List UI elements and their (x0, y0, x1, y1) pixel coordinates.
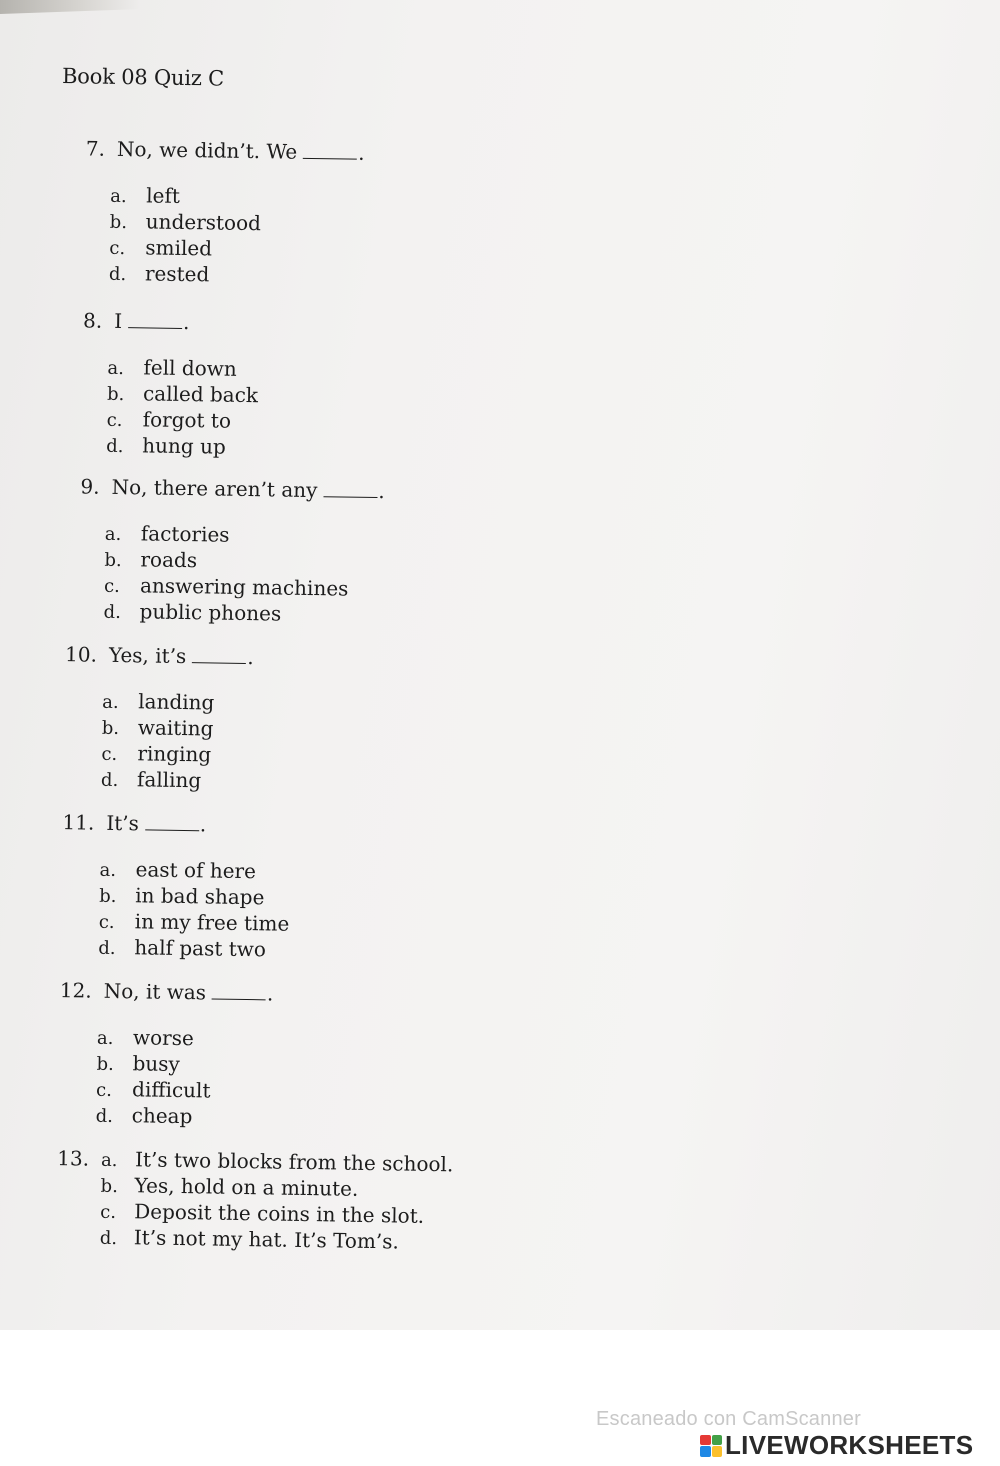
option-text: public phones (139, 599, 282, 626)
option-letter: c. (101, 743, 118, 765)
question-8 (58, 308, 259, 461)
option-text: Deposit the coins in the slot. (134, 1199, 425, 1228)
question-11 (50, 810, 291, 964)
option-letter: d. (99, 1227, 118, 1250)
brand-text: LIVEWORKSHEETS (725, 1430, 974, 1460)
option-letter: a. (100, 1149, 118, 1172)
option-text: worse (132, 1025, 194, 1051)
question-10 (53, 642, 254, 795)
option-text: called back (142, 381, 259, 408)
options-list (106, 355, 259, 461)
question-13 (46, 1146, 454, 1256)
question-number: 8. (82, 308, 103, 333)
answer-blank (212, 999, 266, 1001)
question-prompt: I (114, 308, 123, 334)
question-9 (55, 474, 385, 629)
question-number: 7. (85, 136, 106, 161)
question-7 (61, 136, 365, 291)
option-a (110, 183, 364, 213)
options-list (100, 1147, 454, 1257)
question-number: 9. (80, 474, 100, 499)
question-number: 10. (64, 642, 98, 667)
question-number: 13. (57, 1146, 90, 1171)
option-letter: b. (100, 1175, 119, 1198)
option-d (101, 767, 252, 795)
option-letter: a. (104, 523, 122, 546)
option-b (99, 883, 290, 912)
option-text: understood (145, 209, 262, 236)
option-d (106, 433, 257, 461)
option-d (103, 599, 383, 629)
option-text: in bad shape (135, 883, 265, 910)
option-c (96, 1077, 272, 1106)
option-text: waiting (137, 715, 214, 741)
option-text: answering machines (139, 573, 349, 601)
option-letter: d. (108, 263, 127, 286)
option-b (110, 209, 364, 239)
option-letter: d. (100, 769, 119, 792)
option-letter: b. (109, 211, 128, 234)
options-list (96, 1025, 273, 1132)
option-a (107, 355, 258, 383)
option-a (102, 689, 253, 717)
page-title: Book 08 Quiz C (61, 64, 225, 91)
option-text: ringing (137, 741, 212, 767)
option-letter: a. (107, 357, 125, 380)
option-d (96, 1103, 272, 1132)
option-a (99, 857, 290, 886)
option-letter: b. (101, 717, 120, 740)
question-prompt: Yes, it’s (108, 642, 187, 669)
option-letter: d. (98, 937, 116, 959)
option-text: in my free time (134, 909, 290, 936)
option-letter: a. (102, 691, 119, 713)
option-text: smiled (145, 235, 213, 261)
answer-blank (128, 327, 182, 329)
option-letter: a. (110, 185, 127, 208)
option-letter: c. (95, 1079, 113, 1101)
question-12 (48, 978, 274, 1131)
option-text: forgot to (142, 407, 232, 433)
option-text: Yes, hold on a minute. (134, 1173, 359, 1201)
option-letter: b. (96, 1053, 114, 1075)
option-text: factories (140, 521, 230, 547)
option-letter: d. (106, 435, 124, 458)
answer-blank (323, 496, 377, 498)
option-letter: c. (103, 575, 121, 598)
prompt-period: . (266, 981, 274, 1006)
option-text: landing (138, 689, 215, 715)
logo-tile-icon (712, 1446, 723, 1457)
option-text: falling (136, 767, 202, 793)
option-letter: b. (106, 383, 125, 406)
option-letter: c. (100, 1201, 117, 1224)
option-b (107, 381, 258, 409)
option-letter: d. (103, 601, 122, 624)
scanner-watermark: Escaneado con CamScanner (596, 1408, 861, 1430)
option-letter: a. (96, 1027, 114, 1049)
option-d (109, 261, 363, 291)
question-number: 12. (59, 978, 92, 1003)
option-c (106, 407, 257, 435)
option-text: cheap (131, 1103, 193, 1129)
liveworksheets-brand (700, 1430, 973, 1461)
option-text: left (146, 183, 181, 208)
question-prompt: No, there aren’t any (111, 474, 318, 503)
answer-blank (145, 829, 199, 831)
option-letter: a. (99, 859, 117, 881)
option-letter: d. (95, 1105, 114, 1127)
prompt-period: . (182, 309, 190, 335)
answer-blank (192, 662, 246, 664)
option-letter: b. (99, 885, 117, 907)
question-number: 11. (62, 810, 95, 835)
option-text: fell down (143, 355, 237, 381)
option-d (100, 1225, 453, 1257)
option-text: hung up (142, 433, 226, 459)
option-c (99, 909, 290, 938)
options-list (103, 521, 384, 629)
options-list (98, 857, 290, 964)
option-text: difficult (131, 1077, 211, 1103)
option-text: It’s two blocks from the school. (134, 1147, 454, 1177)
option-text: east of here (135, 857, 257, 884)
logo-tile-icon (700, 1435, 711, 1446)
option-c (101, 741, 252, 769)
option-b (102, 715, 253, 743)
option-letter: c. (98, 911, 115, 933)
option-text: half past two (134, 935, 267, 962)
logo-tile-icon (712, 1435, 723, 1446)
prompt-period: . (247, 645, 254, 670)
option-text: It’s not my hat. It’s Tom’s. (133, 1225, 400, 1254)
liveworksheets-logo-icon (700, 1435, 722, 1457)
answer-blank (303, 158, 357, 160)
option-d (98, 935, 289, 964)
option-letter: c. (106, 409, 123, 432)
options-list (101, 689, 253, 795)
logo-tile-icon (700, 1446, 711, 1457)
options-list (109, 183, 364, 291)
option-text: roads (140, 547, 198, 573)
question-prompt: No, we didn’t. We (116, 136, 298, 164)
prompt-period: . (358, 140, 365, 165)
option-a (97, 1025, 273, 1054)
option-letter: b. (104, 549, 122, 572)
option-b (96, 1051, 272, 1080)
option-letter: c. (109, 237, 126, 260)
prompt-period: . (199, 812, 207, 837)
option-text: busy (132, 1051, 180, 1077)
option-c (109, 235, 363, 265)
question-prompt: It’s (106, 810, 140, 836)
option-text: rested (144, 261, 210, 287)
question-prompt: No, it was (103, 978, 207, 1005)
prompt-period: . (378, 479, 385, 504)
